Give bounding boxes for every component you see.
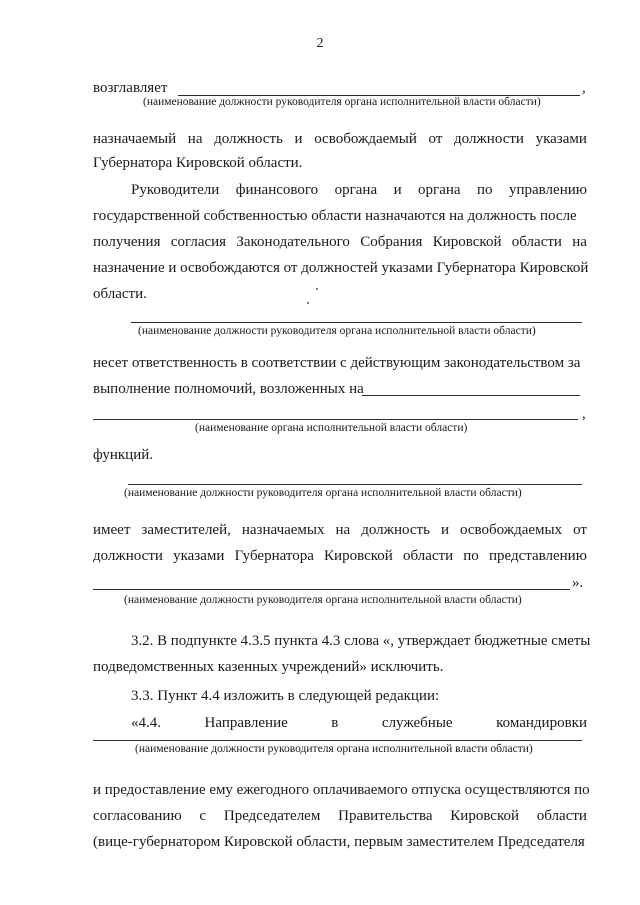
- comma: ,: [582, 406, 586, 422]
- fill-in-line: [93, 740, 582, 741]
- text-line: «4.4. Направление в служебные командировки: [131, 715, 587, 731]
- scan-speck: [316, 288, 318, 290]
- fill-in-line: [93, 589, 570, 590]
- text-line: подведомственных казенных учреждений» исключить.: [93, 659, 444, 675]
- fill-in-line: [93, 419, 578, 420]
- fill-in-line: [131, 322, 582, 323]
- text-line: должности указами Губернатора Кировской области по представлению: [93, 548, 587, 564]
- text-line: Губернатора Кировской области.: [93, 155, 303, 171]
- caption-head-position: (наименование должности руководителя органа исполнительной власти области): [135, 743, 533, 755]
- caption-head-position: (наименование должности руководителя органа исполнительной власти области): [143, 96, 541, 108]
- page-number: 2: [316, 36, 324, 51]
- text-line: (вице-губернатором Кировской области, первым заместителем Председателя: [93, 834, 585, 850]
- fill-in-line: [128, 484, 582, 485]
- scan-speck: [307, 302, 309, 304]
- caption-organ-name: (наименование органа исполнительной власти области): [195, 422, 468, 434]
- text-line: государственной собственностью области назначаются на должность после: [93, 208, 577, 224]
- text-line: Руководители финансового органа и органа по управлению: [131, 182, 587, 198]
- caption-head-position: (наименование должности руководителя органа исполнительной власти области): [124, 487, 522, 499]
- text-line: 3.2. В подпункте 4.3.5 пункта 4.3 слова «, утверждает бюджетные сметы: [131, 633, 591, 649]
- text-line: и предоставление ему ежегодного оплачиваемого отпуска осуществляются по: [93, 782, 590, 798]
- comma: ,: [582, 80, 586, 96]
- caption-head-position: (наименование должности руководителя органа исполнительной власти области): [124, 594, 522, 606]
- text-line: несет ответственность в соответствии с действующим законодательством за: [93, 355, 581, 371]
- text-line: согласованию с Председателем Правительства Кировской области: [93, 808, 587, 824]
- text-line: выполнение полномочий, возложенных на: [93, 381, 364, 397]
- text-line: назначение и освобождаются от должностей указами Губернатора Кировской: [93, 260, 589, 276]
- text-line: функций.: [93, 447, 153, 463]
- caption-head-position: (наименование должности руководителя органа исполнительной власти области): [138, 325, 536, 337]
- text-line: 3.3. Пункт 4.4 изложить в следующей редакции:: [131, 688, 440, 704]
- text-line: назначаемый на должность и освобождаемый от должности указами: [93, 131, 587, 147]
- text-line: имеет заместителей, назначаемых на должность и освобождаемых от: [93, 522, 587, 538]
- word-vozglavlyaet: возглавляет: [93, 80, 168, 96]
- text-line: области.: [93, 286, 147, 302]
- fill-in-line: [362, 395, 580, 396]
- text-line: получения согласия Законодательного Собрания Кировской области на: [93, 234, 587, 250]
- closing-quote: ».: [572, 575, 584, 591]
